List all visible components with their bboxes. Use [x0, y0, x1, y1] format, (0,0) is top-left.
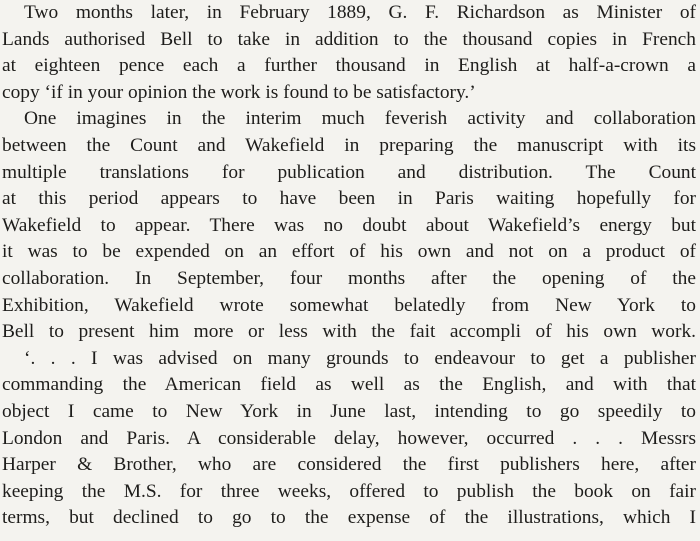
text-line: object I came to New York in June last, intending to go speedily to: [2, 400, 696, 422]
text-line: Lands authorised Bell to take in addition to the thousand copies in French: [2, 28, 696, 50]
text-line: between the Count and Wakefield in preparing the manuscript with its: [2, 134, 696, 156]
text-line: London and Paris. A considerable delay, however, occurred . . . Messrs: [2, 427, 696, 449]
text-line: Wakefield to appear. There was no doubt about Wakefield’s energy but: [2, 214, 696, 236]
text-line: terms, but declined to go to the expense of the illustrations, which I: [2, 507, 696, 529]
text-line: Exhibition, Wakefield wrote somewhat belatedly from New York to: [2, 294, 696, 316]
text-line: collaboration. In September, four months after the opening of the: [2, 267, 696, 289]
text-line: copy ‘if in your opinion the work is found to be satisfactory.’: [2, 81, 476, 103]
text-line: commanding the American field as well as the English, and with that: [2, 374, 696, 396]
text-line: multiple translations for publication and distribution. The Count: [2, 161, 696, 183]
text-line: ‘. . . I was advised on many grounds to endeavour to get a publisher: [24, 347, 696, 369]
text-line: it was to be expended on an effort of his own and not on a product of: [2, 241, 696, 263]
text-line: Bell to present him more or less with the fait accompli of his own work.: [2, 321, 696, 343]
text-line: at eighteen pence each a further thousand in English at half-a-crown a: [2, 55, 696, 77]
text-line: One imagines in the interim much feverish activity and collaboration: [24, 108, 696, 130]
text-line: Two months later, in February 1889, G. F. Richardson as Minister of: [24, 2, 696, 23]
text-line: Harper & Brother, who are considered the first publishers here, after: [2, 454, 696, 476]
body-text: [2, 0, 696, 532]
text-line: keeping the M.S. for three weeks, offered to publish the book on fair: [2, 480, 696, 502]
text-line: at this period appears to have been in Paris waiting hopefully for: [2, 188, 696, 210]
